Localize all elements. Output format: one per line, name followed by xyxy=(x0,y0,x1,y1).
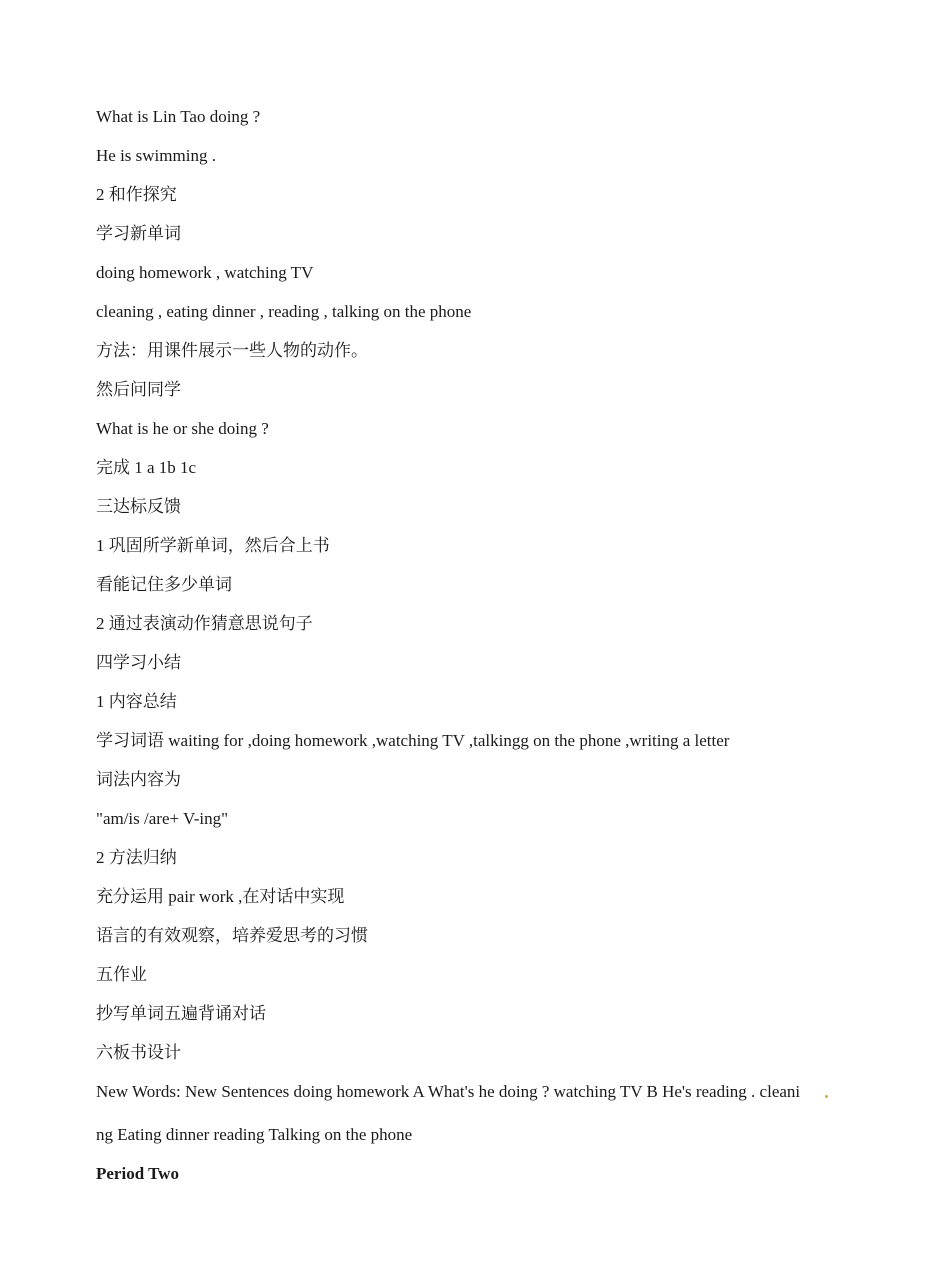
text-line: What is he or she doing ? xyxy=(96,419,269,438)
text-line: 六板书设计 xyxy=(96,1043,181,1062)
text-line: 语言的有效观察，培养爱思考的习惯 xyxy=(96,926,368,945)
text-line: 方法：用课件展示一些人物的动作。 xyxy=(96,341,368,360)
text-line: cleaning , eating dinner , reading , talking on the phone xyxy=(96,302,472,321)
section-heading: Period Two xyxy=(96,1164,179,1183)
text-line: 1 巩固所学新单词，然后合上书 xyxy=(96,536,330,555)
text-line: What is Lin Tao doing ? xyxy=(96,107,261,126)
text-line: doing homework , watching TV xyxy=(96,263,314,282)
text-line: "am/is /are+ V-ing" xyxy=(96,809,229,828)
text-line: 五作业 xyxy=(96,965,147,984)
text-line: 2 通过表演动作猜意思说句子 xyxy=(96,614,313,633)
text-line: 抄写单词五遍背诵对话 xyxy=(96,1004,266,1023)
text-line: New Words: New Sentences doing homework A What's he doing ? watching TV B He's reading . cleani xyxy=(96,1082,801,1101)
mark-dot-icon xyxy=(825,1095,828,1098)
text-line: 看能记住多少单词 xyxy=(96,575,232,594)
text-line: 2 和作探究 xyxy=(96,185,177,204)
text-line: 三达标反馈 xyxy=(96,497,181,516)
text-line: 词法内容为 xyxy=(96,770,181,789)
text-line: 然后问同学 xyxy=(96,380,181,399)
text-line: 四学习小结 xyxy=(96,653,181,672)
text-line: 完成 1 a 1b 1c xyxy=(96,458,197,477)
text-line: 2 方法归纳 xyxy=(96,848,177,867)
text-line: 1 内容总结 xyxy=(96,692,177,711)
text-line: 学习词语 waiting for ,doing homework ,watching TV ,talkingg on the phone ,writing a letter xyxy=(96,731,730,750)
text-line: 学习新单词 xyxy=(96,224,181,243)
text-line: He is swimming . xyxy=(96,146,216,165)
text-line: ng Eating dinner reading Talking on the phone xyxy=(96,1125,413,1144)
text-line: 充分运用 pair work ,在对话中实现 xyxy=(96,887,345,906)
